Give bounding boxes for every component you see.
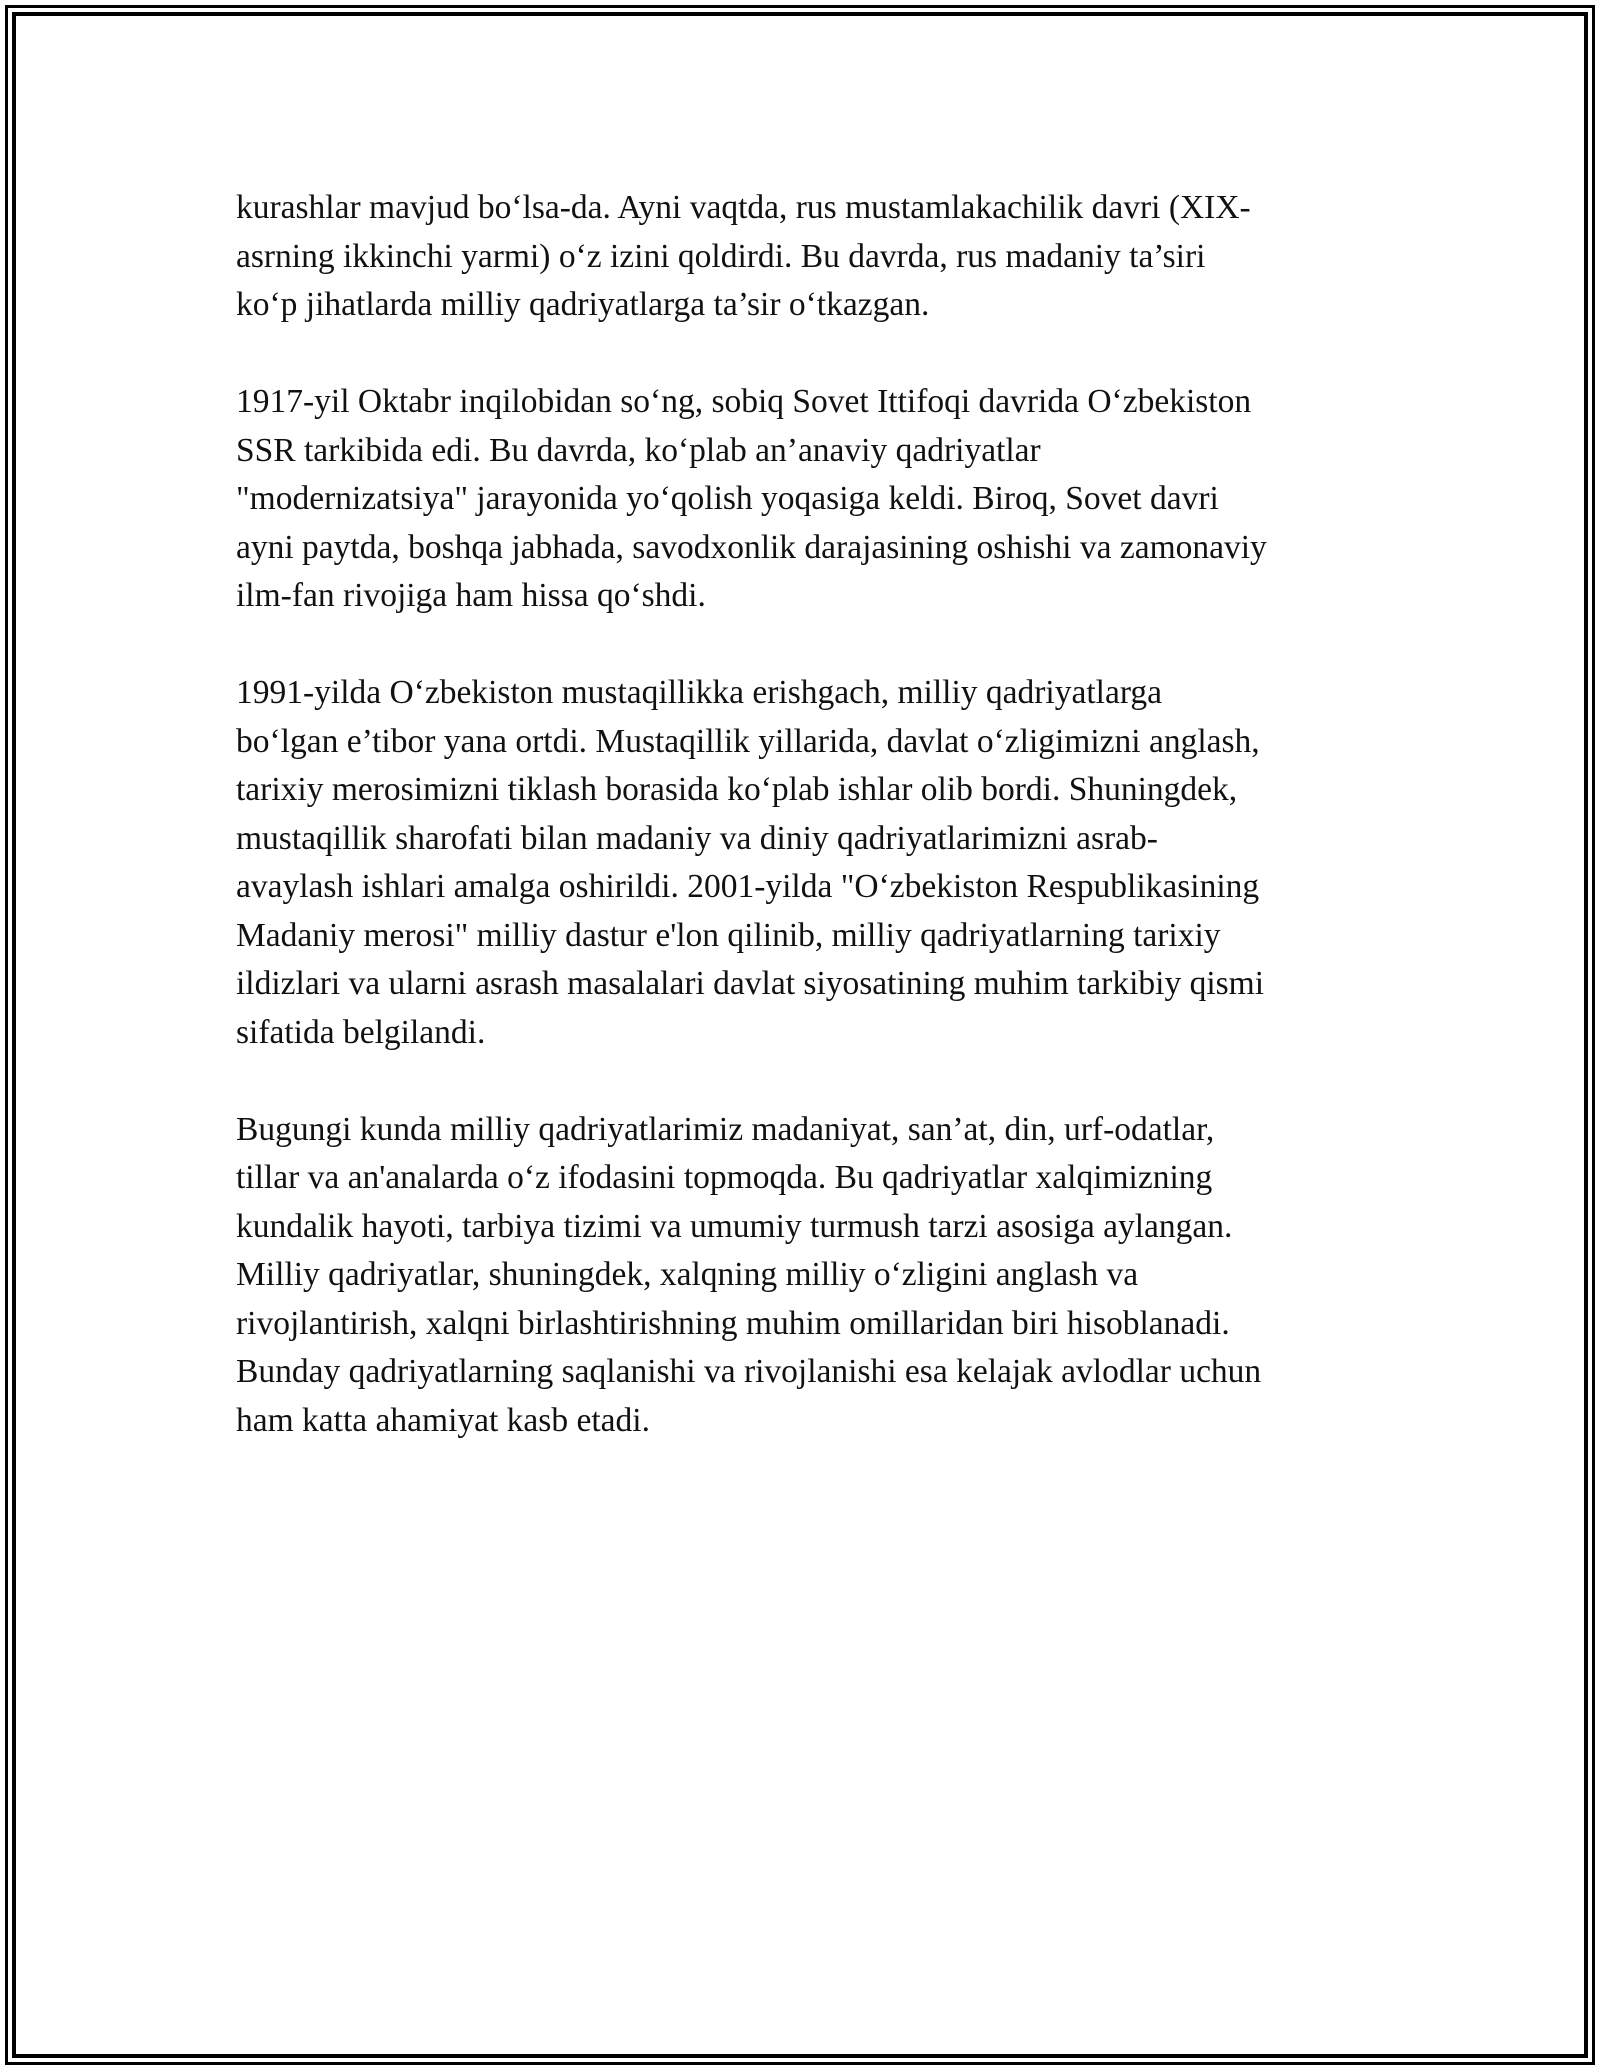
text-line: Milliy qadriyatlar, shuningdek, xalqning milliy o‘zligini anglash va	[236, 1256, 1139, 1293]
text-line: sifatida belgilandi.	[236, 1013, 486, 1051]
text-line: Madaniy merosi" milliy dastur e'lon qilinib, milliy qadriyatlarning tarixiy	[236, 916, 1221, 954]
text-line: SSR tarkibida edi. Bu davrda, ko‘plab an’anaviy qadriyatlar	[236, 431, 1041, 469]
paragraph-1	[236, 184, 1386, 330]
text-line: ilm-fan rivojiga ham hissa qo‘shdi.	[236, 577, 706, 614]
text-line: ko‘p jihatlarda milliy qadriyatlarga ta’sir o‘tkazgan.	[236, 286, 930, 323]
document-body	[236, 184, 1386, 1494]
text-line: "modernizatsiya" jarayonida yo‘qolish yoqasiga keldi. Biroq, Sovet davri	[236, 480, 1219, 517]
text-line: rivojlantirish, xalqni birlashtirishning muhim omillaridan biri hisoblanadi.	[236, 1304, 1230, 1342]
text-line: tillar va an'analarda o‘z ifodasini topmoqda. Bu qadriyatlar xalqimizning	[236, 1159, 1213, 1196]
text-line: mustaqillik sharofati bilan madaniy va diniy qadriyatlarimizni asrab-	[236, 819, 1158, 857]
text-line: ham katta ahamiyat kasb etadi.	[236, 1401, 650, 1439]
text-line: asrning ikkinchi yarmi) o‘z izini qoldirdi. Bu davrda, rus madaniy ta’siri	[236, 237, 1206, 275]
text-line: tarixiy merosimizni tiklash borasida ko‘plab ishlar olib bordi. Shuningdek,	[236, 771, 1238, 808]
text-line: 1991-yilda O‘zbekiston mustaqillikka erishgach, milliy qadriyatlarga	[236, 674, 1162, 711]
text-line: Bugungi kunda milliy qadriyatlarimiz madaniyat, san’at, din, urf-odatlar,	[236, 1110, 1215, 1148]
paragraph-3	[236, 669, 1386, 1057]
text-line: bo‘lgan e’tibor yana ortdi. Mustaqillik yillarida, davlat o‘zligimizni anglash,	[236, 722, 1260, 760]
text-line: kundalik hayoti, tarbiya tizimi va umumiy turmush tarzi asosiga aylangan.	[236, 1207, 1233, 1245]
text-line: kurashlar mavjud bo‘lsa-da. Ayni vaqtda, rus mustamlakachilik davri (XIX-	[236, 189, 1251, 226]
text-line: 1917-yil Oktabr inqilobidan so‘ng, sobiq Sovet Ittifoqi davrida O‘zbekiston	[236, 383, 1252, 420]
paragraph-2	[236, 378, 1386, 621]
text-line: Bunday qadriyatlarning saqlanishi va rivojlanishi esa kelajak avlodlar uchun	[236, 1353, 1262, 1390]
text-line: ildizlari va ularni asrash masalalari davlat siyosatining muhim tarkibiy qismi	[236, 965, 1265, 1002]
text-line: ayni paytda, boshqa jabhada, savodxonlik darajasining oshishi va zamonaviy	[236, 528, 1267, 566]
text-line: avaylash ishlari amalga oshirildi. 2001-yilda "O‘zbekiston Respublikasining	[236, 868, 1260, 905]
paragraph-4	[236, 1106, 1386, 1446]
